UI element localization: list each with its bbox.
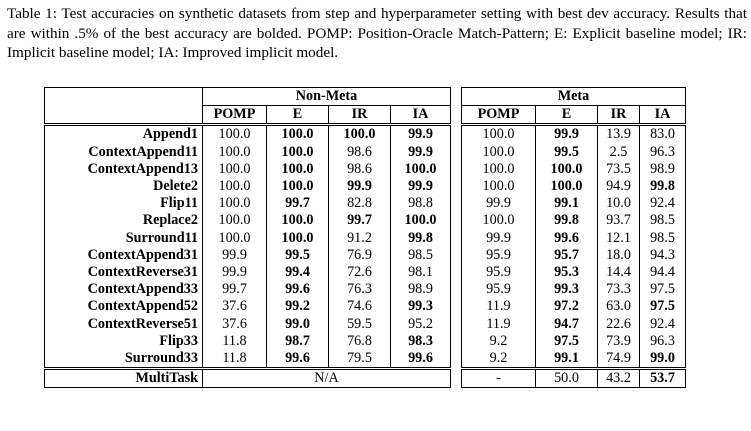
non-meta-ia-cell: 98.3 [391,333,451,350]
table-row [45,281,451,298]
non-meta-table [44,87,451,388]
non-meta-pomp-cell: 37.6 [203,298,267,315]
meta-e-cell: 99.5 [536,144,598,161]
non-meta-ia-cell: 98.8 [391,195,451,212]
meta-ia-cell: 92.4 [640,195,686,212]
non-meta-ir-cell: 72.6 [329,264,391,281]
meta-ir-cell: 12.1 [598,230,640,247]
meta-pomp-cell: 9.2 [489,350,508,367]
non-meta-na-cell: N/A [203,369,451,388]
non-meta-e-cell: 100.0 [267,230,329,247]
meta-ia-cell: 97.5 [640,281,686,298]
table-row [45,178,451,195]
non-meta-pomp-cell: 99.9 [203,264,267,281]
non-meta-ia-cell: 98.9 [391,281,451,298]
table-row [45,350,451,369]
col-header-ir: IR [598,106,640,125]
meta-pomp-cell: 100.0 [482,178,515,195]
non-meta-e-cell: 99.7 [267,195,329,212]
meta-ia-cell: 53.7 [640,369,686,388]
meta-e-cell: 99.1 [536,195,598,212]
non-meta-pomp-cell: 99.9 [203,247,267,264]
non-meta-pomp-cell: 11.8 [203,350,267,369]
meta-e-cell: 95.7 [536,247,598,264]
non-meta-ia-cell: 99.9 [391,178,451,195]
dataset-name: Flip33 [45,333,203,350]
meta-pomp-cell: 100.0 [482,143,515,160]
meta-ia-cell: 99.8 [640,178,686,195]
non-meta-ia-cell: 99.8 [391,230,451,247]
meta-ir-cell: 10.0 [598,195,640,212]
non-meta-e-cell: 100.0 [267,125,329,144]
meta-pomp-cell: 99.9 [486,229,511,246]
meta-ia-cell: 96.3 [640,144,686,161]
group-header-meta: Meta [557,88,590,104]
table-row [462,161,686,178]
meta-e-cell: 99.3 [536,281,598,298]
non-meta-e-cell: 99.4 [267,264,329,281]
non-meta-e-cell: 100.0 [267,178,329,195]
meta-ia-cell: 83.0 [640,125,686,144]
meta-ia-cell: 98.5 [640,230,686,247]
table-row [462,178,686,195]
corner-cell [45,106,203,125]
non-meta-pomp-cell: 100.0 [203,144,267,161]
dataset-name: ContextAppend11 [45,144,203,161]
non-meta-pomp-cell: 37.6 [203,316,267,333]
dataset-name: ContextAppend33 [45,281,203,298]
meta-pomp-cell: 100.0 [482,212,515,229]
table-row [462,316,686,333]
table-row [462,125,686,144]
meta-e-cell: 50.0 [536,369,598,388]
meta-e-cell: 99.8 [536,212,598,229]
meta-ir-cell: 94.9 [598,178,640,195]
non-meta-pomp-cell: 100.0 [203,161,267,178]
meta-pomp-cell: 95.9 [486,246,511,263]
non-meta-pomp-cell: 99.7 [203,281,267,298]
dataset-name: ContextReverse31 [45,264,203,281]
non-meta-pomp-cell: 100.0 [203,230,267,247]
meta-e-cell: 99.6 [536,230,598,247]
non-meta-pomp-cell: 100.0 [203,212,267,229]
table-row [45,161,451,178]
meta-e-cell: 99.9 [536,125,598,144]
meta-ia-cell: 98.9 [640,161,686,178]
meta-e-cell: 94.7 [536,316,598,333]
non-meta-e-cell: 98.7 [267,333,329,350]
non-meta-e-cell: 100.0 [267,144,329,161]
table-row [45,264,451,281]
table-row [462,281,686,298]
non-meta-e-cell: 99.2 [267,298,329,315]
meta-e-cell: 100.0 [536,161,598,178]
meta-pomp-cell: 100.0 [462,125,536,144]
non-meta-ir-cell: 98.6 [329,144,391,161]
non-meta-ia-cell: 99.9 [391,144,451,161]
table-row [462,333,686,350]
meta-ia-cell: 92.4 [640,316,686,333]
meta-pomp-cell: 95.9 [486,264,511,281]
meta-ir-cell: 14.4 [598,264,640,281]
table-row [45,298,451,315]
col-header-e: E [267,106,329,125]
meta-ia-cell: 96.3 [640,333,686,350]
non-meta-ir-cell: 76.3 [329,281,391,298]
non-meta-e-cell: 99.6 [267,350,329,369]
meta-ir-cell: 93.7 [598,212,640,229]
meta-table [461,87,686,388]
meta-ia-cell: 98.5 [640,212,686,229]
meta-e-cell: 99.1 [536,350,598,369]
non-meta-e-cell: 100.0 [267,161,329,178]
non-meta-e-cell: 99.0 [267,316,329,333]
meta-pomp-cell: 100.0 [482,160,515,177]
dataset-name: MultiTask [45,369,203,388]
meta-pomp-cell: 95.9 [486,281,511,298]
non-meta-ia-cell: 100.0 [391,212,451,229]
meta-pomp-cell: 9.2 [489,332,508,349]
dataset-name: Surround33 [45,350,203,369]
non-meta-ir-cell: 98.6 [329,161,391,178]
non-meta-ir-cell: 99.9 [329,178,391,195]
meta-ia-cell: 97.5 [640,298,686,315]
corner-cell [45,88,203,106]
non-meta-ia-cell: 98.5 [391,247,451,264]
non-meta-e-cell: 99.6 [267,281,329,298]
meta-e-cell: 100.0 [536,178,598,195]
non-meta-ir-cell: 79.5 [329,350,391,369]
table-row [462,230,686,247]
dataset-name: ContextAppend31 [45,247,203,264]
meta-ir-cell: 2.5 [598,144,640,161]
meta-e-cell: 97.5 [536,333,598,350]
non-meta-ia-cell: 100.0 [391,161,451,178]
dataset-name: ContextAppend13 [45,161,203,178]
col-header-pomp: POMP [203,106,267,125]
non-meta-ir-cell: 59.5 [329,316,391,333]
table-row [462,247,686,264]
meta-ia-cell: 94.4 [640,264,686,281]
non-meta-ir-cell: 76.8 [329,333,391,350]
meta-pomp-cell: - [462,369,536,388]
table-row [45,125,451,144]
meta-ir-cell: 63.0 [598,298,640,315]
table-row [462,298,686,315]
meta-ir-cell: 22.6 [598,316,640,333]
table-row [45,195,451,212]
non-meta-ia-cell: 99.6 [391,350,451,369]
non-meta-pomp-cell: 100.0 [203,195,267,212]
non-meta-ir-cell: 82.8 [329,195,391,212]
dataset-name: Replace2 [45,212,203,229]
table-row [45,247,451,264]
dataset-name: Delete2 [45,178,203,195]
non-meta-e-cell: 100.0 [267,212,329,229]
meta-ir-cell: 43.2 [598,369,640,388]
dataset-name: Append1 [45,125,203,144]
table-row [45,333,451,350]
meta-ir-cell: 73.3 [598,281,640,298]
non-meta-ia-cell: 99.3 [391,298,451,315]
meta-ir-cell: 13.9 [598,125,640,144]
non-meta-ia-cell: 98.1 [391,264,451,281]
table-row [45,144,451,161]
non-meta-e-cell: 99.5 [267,247,329,264]
col-header-ia: IA [640,106,686,125]
table-caption: Table 1: Test accuracies on synthetic datasets from step and hyperparameter setting with best dev accuracy. Results that are within .5% of the best accuracy are bolded. POMP: Position-Oracle Match-Pattern; E: Explicit baseline model; IR: Implicit baseline model; IA: Improved implicit model. [7,5,747,61]
non-meta-pomp-cell: 11.8 [203,333,267,350]
table-row [462,264,686,281]
multitask-row [45,369,451,388]
dataset-name: ContextAppend52 [45,298,203,315]
col-header-ir: IR [329,106,391,125]
table-row [462,212,686,229]
table-row [462,144,686,161]
dataset-name: ContextReverse51 [45,316,203,333]
meta-pomp-cell: 99.9 [486,195,511,212]
meta-ir-cell: 18.0 [598,247,640,264]
non-meta-ir-cell: 100.0 [329,125,391,144]
meta-e-cell: 97.2 [536,298,598,315]
non-meta-pomp-cell: 100.0 [203,178,267,195]
meta-ir-cell: 73.9 [598,333,640,350]
dataset-name: Surround11 [45,230,203,247]
non-meta-ia-cell: 99.9 [391,125,451,144]
col-header-e: E [536,106,598,125]
non-meta-pomp-cell: 100.0 [203,125,267,144]
non-meta-ir-cell: 74.6 [329,298,391,315]
meta-ir-cell: 73.5 [598,161,640,178]
non-meta-ir-cell: 99.7 [329,212,391,229]
meta-ir-cell: 74.9 [598,350,640,369]
dataset-name: Flip11 [45,195,203,212]
non-meta-ir-cell: 91.2 [329,230,391,247]
table-row [45,212,451,229]
table-row [45,230,451,247]
col-header-ia: IA [391,106,451,125]
non-meta-ia-cell: 95.2 [391,316,451,333]
meta-e-cell: 95.3 [536,264,598,281]
col-header-pomp: POMP [462,106,536,125]
table-row [462,350,686,369]
table-row [462,195,686,212]
group-header-non-meta: Non-Meta [203,88,451,106]
meta-ia-cell: 94.3 [640,247,686,264]
multitask-row [462,369,686,388]
non-meta-ir-cell: 76.9 [329,247,391,264]
table-row [45,316,451,333]
meta-ia-cell: 99.0 [640,350,686,369]
meta-pomp-cell: 11.9 [486,315,511,332]
meta-pomp-cell: 11.9 [486,298,511,315]
